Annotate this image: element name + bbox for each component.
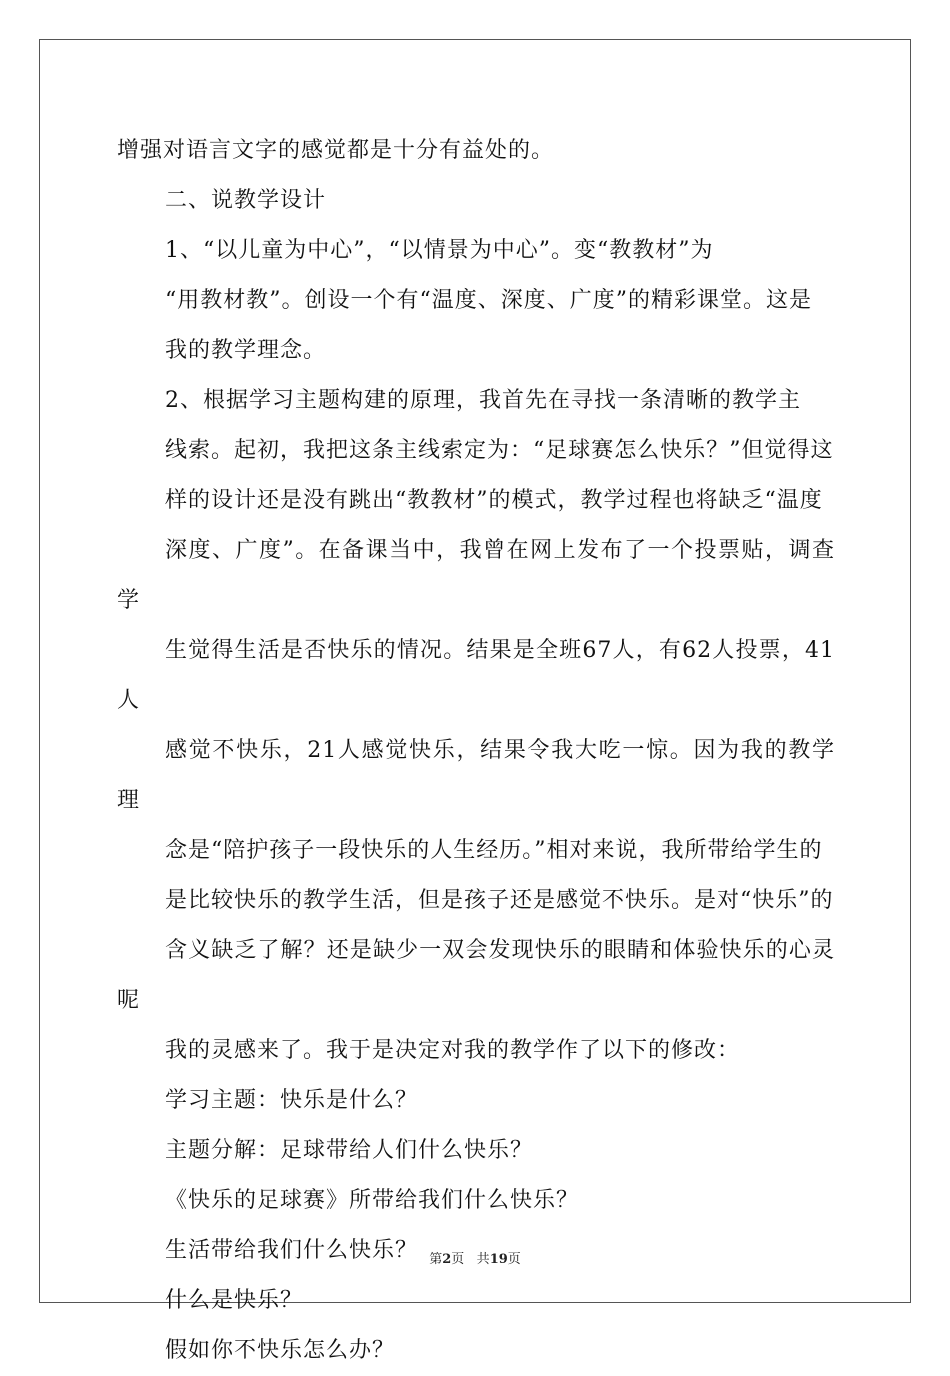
text-line: 假如你不快乐怎么办？ [165, 1338, 396, 1363]
text-line: 线索。起初，我把这条主线索定为：“足球赛怎么快乐？”但觉得这 [165, 438, 834, 463]
text-line: 2、根据学习主题构建的原理，我首先在寻找一条清晰的教学主 [165, 388, 801, 413]
document-body [117, 126, 835, 1376]
paragraph [117, 226, 835, 376]
total-suffix: 页 [507, 1252, 521, 1267]
text-line: 学习主题：快乐是什么？ [165, 1088, 419, 1113]
text-line: 1、“以儿童为中心”，“以情景为中心”。变“教教材”为 [165, 238, 714, 263]
text-line: 念是“陪护孩子一段快乐的人生经历。”相对来说，我所带给学生的 [165, 838, 823, 863]
page-footer [0, 1248, 950, 1267]
text-line: 我的灵感来了。我于是决定对我的教学作了以下的修改： [165, 1038, 741, 1063]
page-number: 2 [442, 1252, 452, 1267]
text-line: 什么是快乐？ [165, 1288, 304, 1313]
text-line: 感觉不快乐，21人感觉快乐，结果令我大吃一惊。因为我的教学理 [117, 738, 835, 813]
text-line: “用教材教”。创设一个有“温度、深度、广度”的精彩课堂。这是 [165, 288, 812, 313]
total-pages: 19 [489, 1252, 508, 1267]
paragraph [117, 1176, 835, 1226]
paragraph [117, 126, 835, 176]
text-line: 二、说教学设计 [165, 188, 327, 213]
text-line: 《快乐的足球赛》所带给我们什么快乐？ [165, 1188, 580, 1213]
text-line: 含义缺乏了解？还是缺少一双会发现快乐的眼睛和体验快乐的心灵呢 [117, 938, 835, 1013]
text-line: 是比较快乐的教学生活，但是孩子还是感觉不快乐。是对“快乐”的 [165, 888, 834, 913]
paragraph [117, 176, 835, 226]
paragraph [117, 1126, 835, 1176]
text-line: 我的教学理念。 [165, 338, 327, 363]
text-line: 主题分解：足球带给人们什么快乐？ [165, 1138, 534, 1163]
text-line: 生活带给我们什么快乐？ [165, 1238, 419, 1263]
text-line: 生觉得生活是否快乐的情况。结果是全班67人，有62人投票，41人 [117, 638, 835, 713]
page-suffix: 页 [451, 1252, 465, 1267]
page-prefix: 第 [429, 1252, 443, 1267]
paragraph [117, 1276, 835, 1326]
paragraph [117, 376, 835, 1076]
text-line: 增强对语言文字的感觉都是十分有益处的。 [117, 138, 555, 163]
paragraph [117, 1326, 835, 1376]
text-line: 样的设计还是没有跳出“教教材”的模式，教学过程也将缺乏“温度 [165, 488, 823, 513]
paragraph [117, 1076, 835, 1126]
text-line: 深度、广度”。在备课当中，我曾在网上发布了一个投票贴，调查学 [117, 538, 835, 613]
total-prefix: 共 [476, 1252, 490, 1267]
